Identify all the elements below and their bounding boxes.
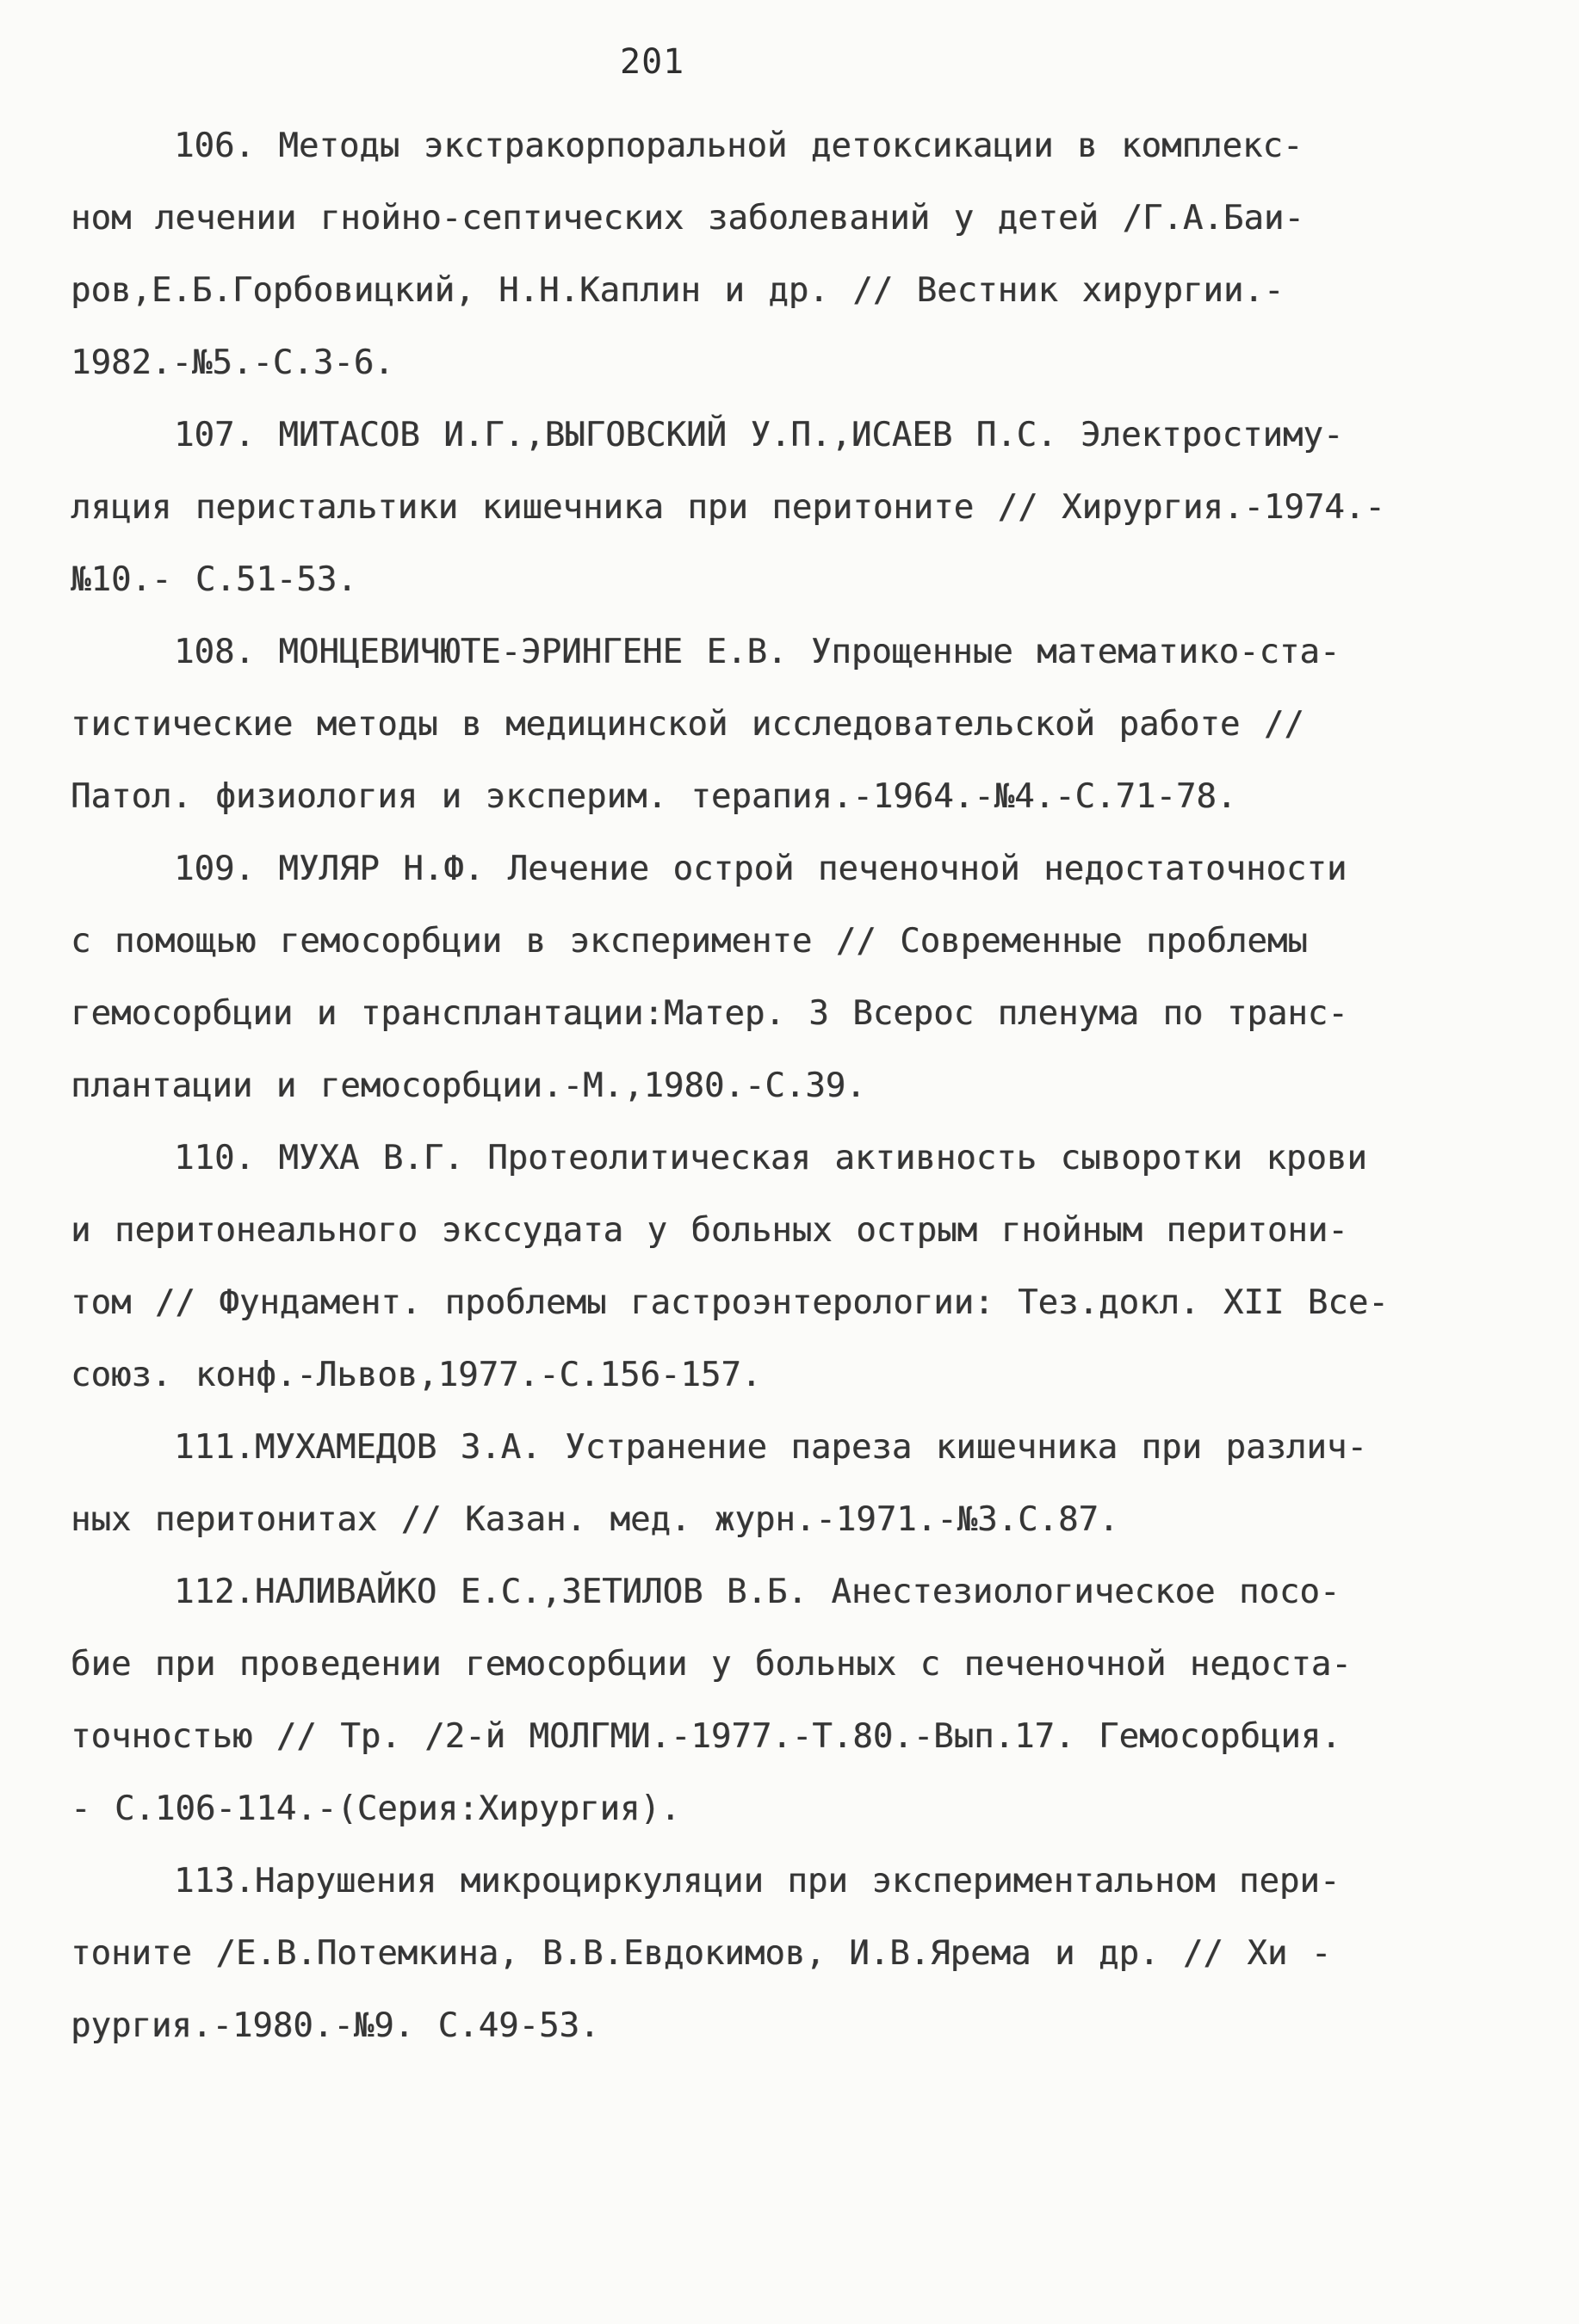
entry-line: 110. МУХА В.Г. Протеолитическая активность сыворотки крови (174, 1139, 1367, 1177)
bibliography-entry (71, 1845, 1448, 2062)
bibliography-entry (71, 110, 1448, 399)
bibliography-list (71, 110, 1448, 2062)
entry-line: бие при проведении гемосорбции у больных с печеночной недоста- (71, 1645, 1352, 1684)
entry-line: союз. конф.-Львов,1977.-С.156-157. (71, 1356, 762, 1394)
bibliography-entry (71, 1556, 1448, 1845)
entry-line: с помощью гемосорбции в эксперименте // Современные проблемы (71, 922, 1308, 961)
bibliography-entry (71, 833, 1448, 1122)
entry-line: ров,Е.Б.Горбовицкий, Н.Н.Каплин и др. // Вестник хирургии.- (71, 271, 1285, 310)
entry-line: точностью // Тр. /2-й МОЛГМИ.-1977.-Т.80.-Вып.17. Гемосорбция. (71, 1717, 1341, 1756)
entry-line: 107. МИТАСОВ И.Г.,ВЫГОВСКИЙ У.П.,ИСАЕВ П.С. Электростиму- (174, 416, 1344, 454)
page-number: 201 (620, 42, 685, 82)
entry-line: рургия.-1980.-№9. С.49-53. (71, 2006, 600, 2045)
entry-line: Патол. физиология и эксперим. терапия.-1964.-№4.-С.71-78. (71, 777, 1237, 816)
bibliography-entry (71, 1412, 1448, 1556)
entry-line: №10.- С.51-53. (71, 560, 357, 599)
bibliography-entry (71, 616, 1448, 833)
entry-line: 1982.-№5.-С.3-6. (71, 343, 394, 382)
entry-line: тистические методы в медицинской исследовательской работе // (71, 705, 1304, 744)
entry-line: ных перитонитах // Казан. мед. журн.-1971.-№3.С.87. (71, 1500, 1119, 1539)
entry-line: 109. МУЛЯР Н.Ф. Лечение острой печеночной недостаточности (174, 850, 1347, 888)
entry-line: ном лечении гнойно-септических заболеваний у детей /Г.А.Баи- (71, 199, 1304, 238)
entry-line: - С.106-114.-(Серия:Хирургия). (71, 1789, 681, 1828)
entry-line: 108. МОНЦЕВИЧЮТЕ-ЭРИНГЕНЕ Е.В. Упрощенные математико-ста- (174, 633, 1341, 671)
bibliography-entry (71, 399, 1448, 616)
entry-line: том // Фундамент. проблемы гастроэнтерологии: Тез.докл. XII Все- (71, 1283, 1389, 1322)
entry-line: ляция перистальтики кишечника при перитоните // Хирургия.-1974.- (71, 488, 1385, 527)
bibliography-entry (71, 1122, 1448, 1412)
entry-line: 113.Нарушения микроциркуляции при экспериментальном пери- (174, 1862, 1341, 1901)
entry-line: и перитонеального экссудата у больных острым гнойным перитони- (71, 1211, 1348, 1250)
entry-line: гемосорбции и трансплантации:Матер. 3 Всерос пленума по транс- (71, 994, 1348, 1033)
entry-line: тоните /Е.В.Потемкина, В.В.Евдокимов, И.В.Ярема и др. // Хи - (71, 1934, 1332, 1973)
entry-line: плантации и гемосорбции.-М.,1980.-С.39. (71, 1066, 866, 1105)
entry-line: 111.МУХАМЕДОВ З.А. Устранение пареза кишечника при различ- (174, 1428, 1367, 1467)
entry-line: 106. Методы экстракорпоральной детоксикации в комплекс- (174, 127, 1303, 165)
entry-line: 112.НАЛИВАЙКО Е.С.,ЗЕТИЛОВ В.Б. Анестезиологическое посо- (174, 1573, 1341, 1611)
